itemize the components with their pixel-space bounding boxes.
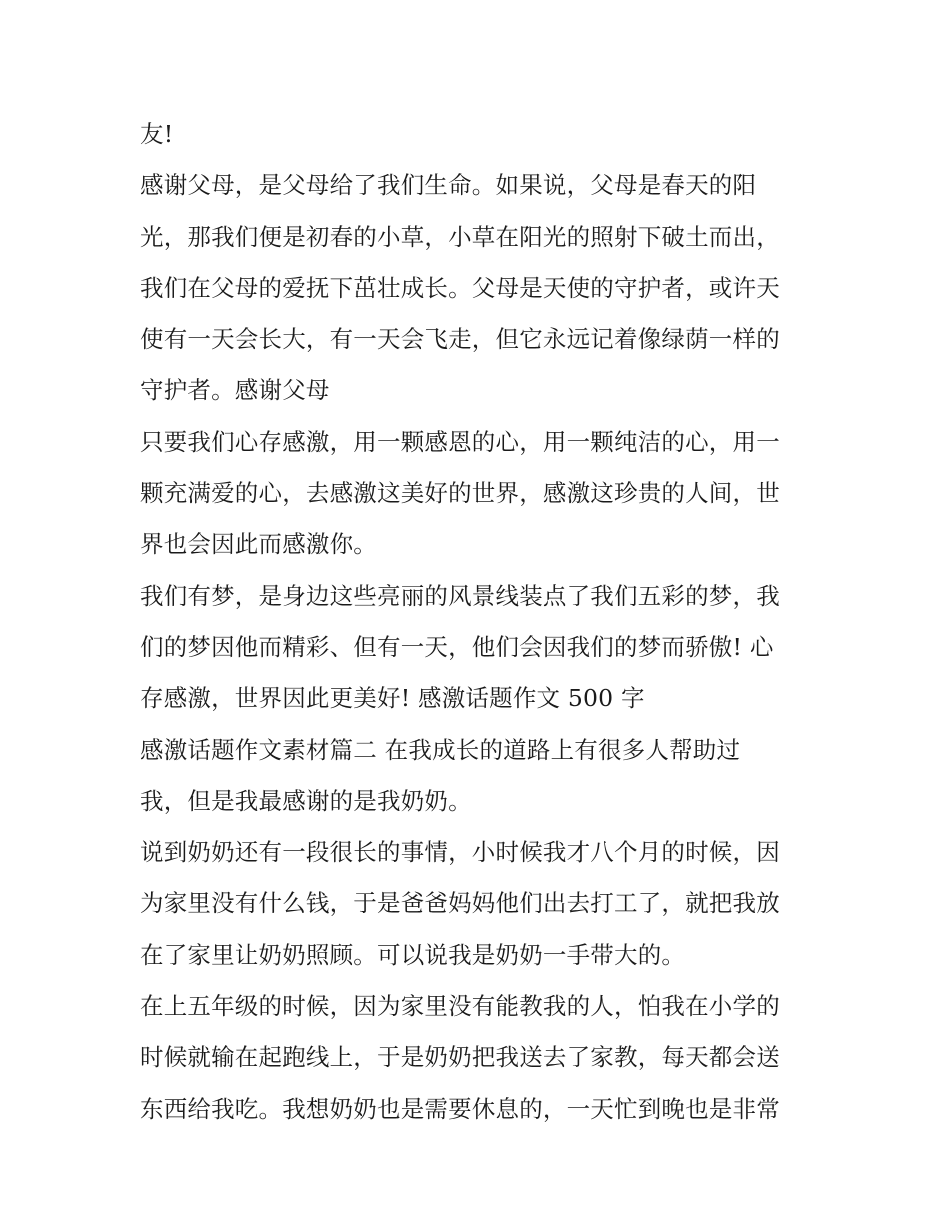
text-line: 守护者。感谢父母 <box>140 376 330 405</box>
text-line: 为家里没有什么钱，于是爸爸妈妈他们出去打工了，就把我放 <box>140 889 780 918</box>
document-body <box>140 109 830 1135</box>
text-line: 颗充满爱的心，去感激这美好的世界，感激这珍贵的人间，世 <box>140 479 780 508</box>
text-line: 感谢父母，是父母给了我们生命。如果说，父母是春天的阳 <box>140 171 757 200</box>
text-line: 使有一天会长大，有一天会飞走，但它永远记着像绿荫一样的 <box>140 325 780 354</box>
text-line: 在了家里让奶奶照顾。可以说我是奶奶一手带大的。 <box>140 940 686 969</box>
text-line: 光，那我们便是初春的小草，小草在阳光的照射下破土而出， <box>140 222 780 251</box>
text-line: 说到奶奶还有一段很长的事情，小时候我才八个月的时候，因 <box>140 838 780 867</box>
text-line: 友! <box>140 120 174 148</box>
text-line: 我们有梦，是身边这些亮丽的风景线装点了我们五彩的梦，我 <box>140 581 780 610</box>
text-line: 我们在父母的爱抚下茁壮成长。父母是天使的守护者，或许天 <box>140 273 780 302</box>
text-line: 在上五年级的时候，因为家里没有能教我的人，怕我在小学的 <box>140 992 780 1021</box>
text-line: 东西给我吃。我想奶奶也是需要休息的，一天忙到晚也是非常 <box>140 1094 780 1123</box>
text-line: 只要我们心存感激，用一颗感恩的心，用一颗纯洁的心，用一 <box>140 427 780 456</box>
text-line: 界也会因此而感激你。 <box>140 530 377 559</box>
text-line: 时候就输在起跑线上，于是奶奶把我送去了家教，每天都会送 <box>140 1043 780 1072</box>
text-line: 们的梦因他而精彩、但有一天，他们会因我们的梦而骄傲! 心 <box>140 632 774 661</box>
text-line: 存感激，世界因此更美好! 感激话题作文 500 字 <box>140 684 645 713</box>
text-line: 我，但是我最感谢的是我奶奶。 <box>140 786 472 815</box>
text-line: 感激话题作文素材篇二 在我成长的道路上有很多人帮助过 <box>140 735 741 764</box>
